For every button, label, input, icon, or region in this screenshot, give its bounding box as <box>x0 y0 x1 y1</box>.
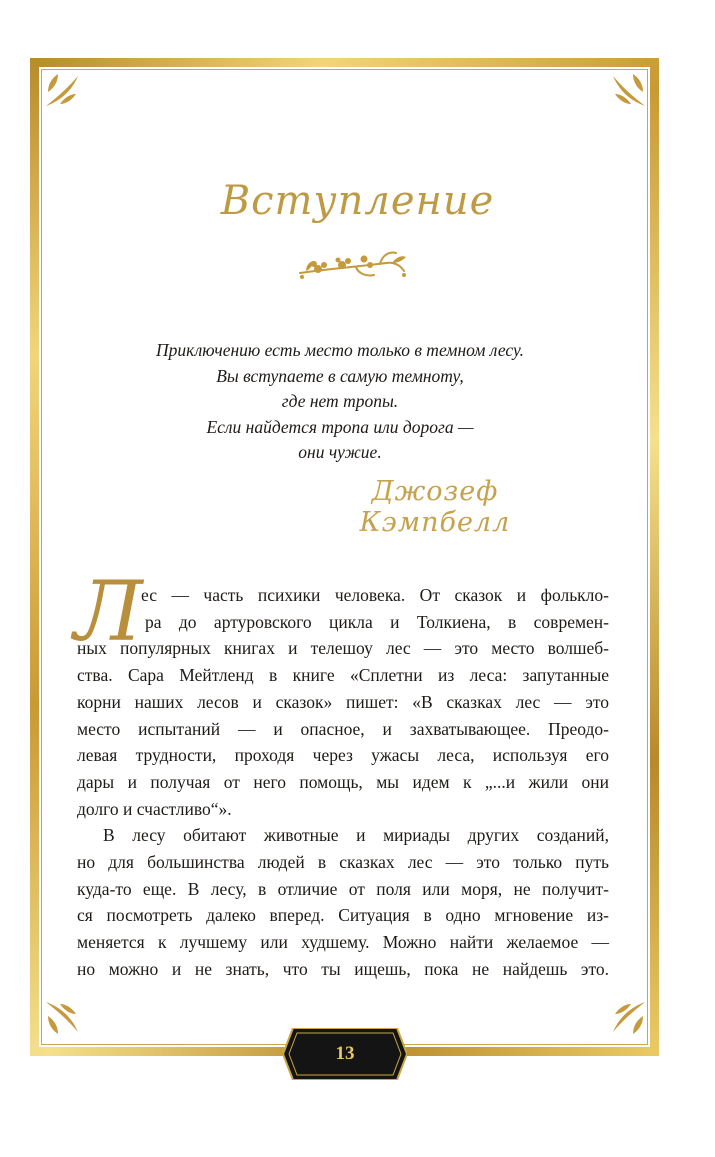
epigraph-line: они чужие. <box>298 442 382 462</box>
body-line: левая трудности, проходя через ужасы леса, используя его <box>77 745 609 766</box>
drop-cap: Л <box>74 565 143 660</box>
corner-leaf-icon-bottom-left <box>42 998 82 1038</box>
body-line: ес — часть психики человека. От сказок и фолькло- <box>141 585 609 605</box>
body-line: куда-то еще. В лесу, в отличие от поля или моря, не получит- <box>77 878 609 899</box>
body-line: ных популярных книгах и телешоу лес — это место волшеб- <box>77 638 609 659</box>
epigraph-line: где нет тропы. <box>281 391 399 411</box>
epigraph-line: Если найдется тропа или дорога — <box>206 416 474 437</box>
body-line: дары и получая от него помощь, мы идем к „...и жили они <box>77 771 609 792</box>
body-line: но можно и не знать, что ты ищешь, пока не найдешь это. <box>77 958 609 979</box>
floral-branch-icon <box>296 243 412 289</box>
corner-leaf-icon-bottom-right <box>609 998 649 1038</box>
epigraph-author: Джозеф Кэмпбелл <box>359 476 511 538</box>
body-line: меняется к лучшему или худшему. Можно найти желаемое — <box>77 932 609 953</box>
body-line: ства. Сара Мейтленд в книге «Сплетни из леса: запутанные <box>77 665 609 686</box>
body-text <box>77 582 609 983</box>
body-line: долго и счастливо“». <box>77 798 232 819</box>
body-line: В лесу обитают животные и мириады других созданий, <box>103 825 609 846</box>
body-line: ся посмотреть далеко вперед. Ситуация в одно мгновение из- <box>77 905 609 926</box>
body-line: место испытаний — и опасное, и захватывающее. Преодо- <box>77 718 609 739</box>
epigraph-line: Приключению есть место только в темном лесу. <box>155 340 525 360</box>
corner-leaf-icon-top-left <box>42 70 82 110</box>
epigraph <box>80 338 600 466</box>
epigraph-line: Вы вступаете в самую темноту, <box>216 365 464 386</box>
chapter-title: Вступление <box>220 178 495 224</box>
body-line: ра до артуровского цикла и Толкиена, в современ- <box>145 611 609 632</box>
body-line: корни наших лесов и сказок» пишет: «В сказках лес — это <box>77 691 609 712</box>
corner-leaf-icon-top-right <box>609 70 649 110</box>
page-number: 13 <box>335 1043 355 1064</box>
body-line: но для большинства людей в сказках лес — это только путь <box>77 852 609 873</box>
